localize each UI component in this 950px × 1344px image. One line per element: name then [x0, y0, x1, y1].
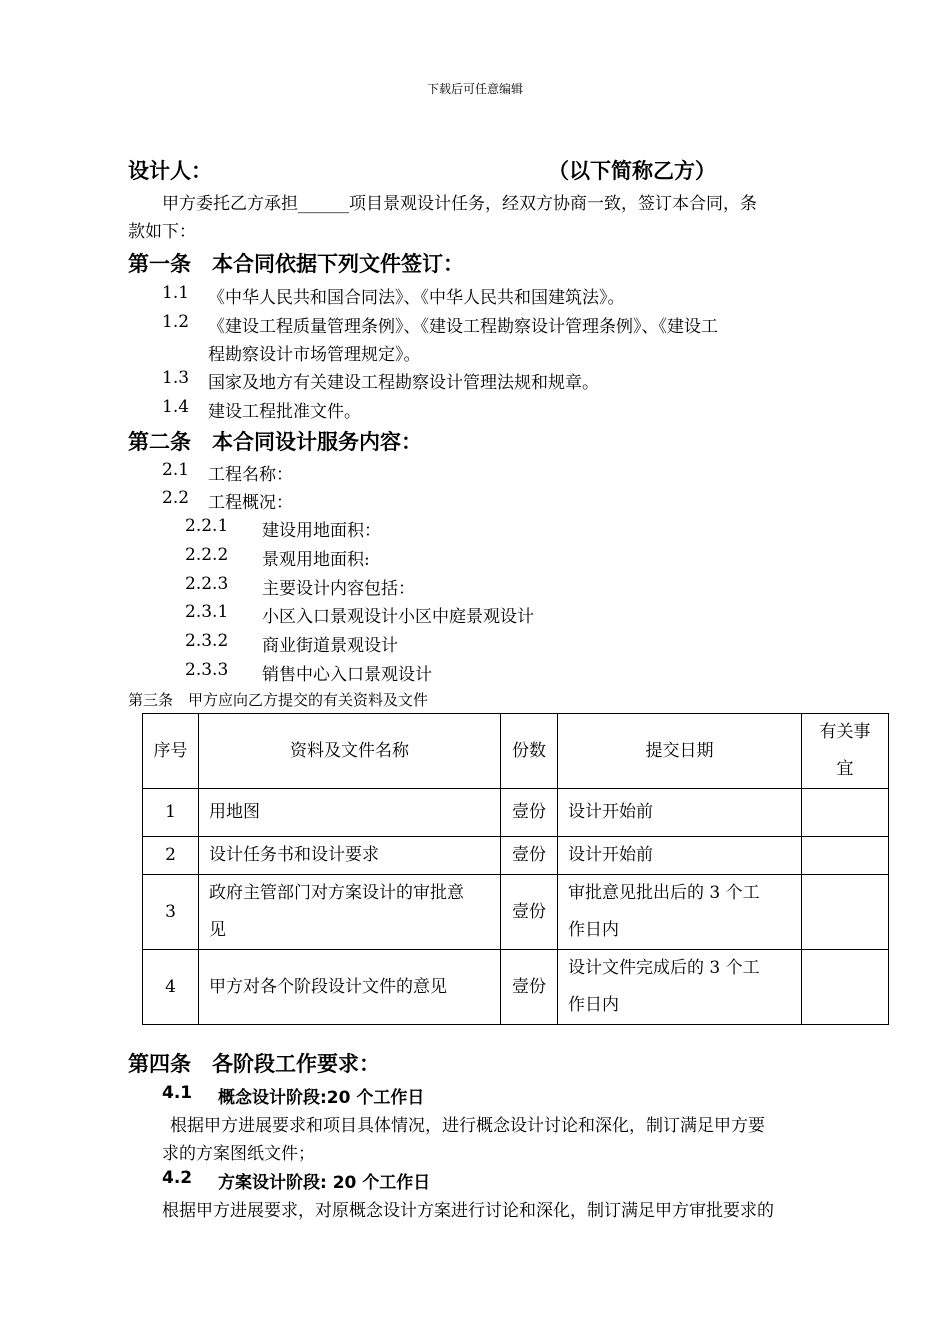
intro-line-1: 甲方委托乙方承担______项目景观设计任务，经双方协商一致，签订本合同，条 [162, 194, 757, 214]
designer-abbr: （以下简称乙方） [548, 159, 716, 183]
row-notes [802, 950, 889, 1025]
header-notes [802, 714, 889, 789]
row-date: 设计开始前 [558, 789, 802, 837]
row-date [558, 875, 802, 950]
clause-num: 2.1 [162, 460, 190, 480]
row-date [558, 950, 802, 1025]
row-notes [802, 789, 889, 837]
article-3-title: 第三条 甲方应向乙方提交的有关资料及文件 [128, 691, 429, 709]
section-num: 4.2 [162, 1168, 193, 1188]
clause-text-cont: 程勘察设计市场管理规定》。 [208, 345, 421, 365]
header-notes-line-1: 有关事 [819, 722, 871, 742]
clause-text: 工程概况： [208, 493, 293, 513]
article-2-title: 第二条 本合同设计服务内容： [128, 430, 422, 454]
row-name: 用地图 [199, 789, 501, 837]
row-notes [802, 837, 889, 875]
clause-text: 建设工程批准文件。 [208, 402, 361, 422]
header-copies: 份数 [501, 714, 558, 789]
article-1-title: 第一条 本合同依据下列文件签订： [128, 252, 464, 276]
documents-table [142, 713, 889, 1025]
row-date-line-1: 审批意见批出后的 3 个工 [568, 883, 760, 903]
row-no: 3 [143, 875, 199, 950]
row-notes [802, 875, 889, 950]
clause-num: 1.1 [162, 283, 190, 303]
paragraph-line-1: 根据甲方进展要求和项目具体情况，进行概念设计讨论和深化，制订满足甲方要 [170, 1116, 765, 1136]
table-row [143, 950, 889, 1025]
clause-num: 2.2 [162, 488, 190, 508]
row-copies: 壹份 [501, 837, 558, 875]
paragraph-line-2: 求的方案图纸文件； [162, 1144, 315, 1164]
designer-label: 设计人： [128, 159, 212, 183]
header-date: 提交日期 [558, 714, 802, 789]
row-no: 1 [143, 789, 199, 837]
row-name-line-1: 政府主管部门对方案设计的审批意 [209, 883, 464, 903]
article-4-title: 第四条 各阶段工作要求： [128, 1052, 380, 1076]
subclause-num: 2.2.1 [185, 516, 229, 536]
clause-num: 1.3 [162, 368, 190, 388]
clause-text: 工程名称： [208, 465, 293, 485]
clause-text: 《建设工程质量管理条例》、《建设工程勘察设计管理条例》、《建设工 [208, 317, 718, 337]
subclause-text: 建设用地面积： [262, 521, 381, 541]
row-no: 2 [143, 837, 199, 875]
section-title: 方案设计阶段: 20 个工作日 [218, 1173, 431, 1193]
row-name: 甲方对各个阶段设计文件的意见 [199, 950, 501, 1025]
table-header-row [143, 714, 889, 789]
row-date-line-2: 作日内 [568, 920, 619, 940]
subclause-text: 小区入口景观设计小区中庭景观设计 [262, 607, 534, 627]
row-date-line-1: 设计文件完成后的 3 个工 [568, 958, 760, 978]
subclause-text: 销售中心入口景观设计 [262, 665, 432, 685]
clause-num: 1.2 [162, 312, 190, 332]
row-date: 设计开始前 [558, 837, 802, 875]
clause-num: 1.4 [162, 397, 190, 417]
page-header-note: 下载后可任意编辑 [426, 82, 523, 96]
table-row [143, 789, 889, 837]
subclause-num: 2.3.2 [185, 631, 229, 651]
subclause-num: 2.2.2 [185, 545, 229, 565]
row-name [199, 875, 501, 950]
row-no: 4 [143, 950, 199, 1025]
header-no: 序号 [143, 714, 199, 789]
header-notes-line-2: 宜 [836, 759, 854, 779]
subclause-text: 景观用地面积: [262, 550, 370, 570]
clause-text: 《中华人民共和国合同法》、《中华人民共和国建筑法》。 [208, 288, 625, 308]
row-copies: 壹份 [501, 875, 558, 950]
intro-line-2: 款如下： [128, 222, 196, 242]
row-copies: 壹份 [501, 789, 558, 837]
subclause-num: 2.2.3 [185, 574, 229, 594]
section-title: 概念设计阶段:20 个工作日 [218, 1088, 425, 1108]
subclause-num: 2.3.3 [185, 660, 229, 680]
table-row [143, 875, 889, 950]
row-copies: 壹份 [501, 950, 558, 1025]
row-name: 设计任务书和设计要求 [199, 837, 501, 875]
paragraph-line-1: 根据甲方进展要求，对原概念设计方案进行讨论和深化，制订满足甲方审批要求的 [162, 1201, 774, 1221]
row-name-line-2: 见 [209, 920, 226, 940]
row-date-line-2: 作日内 [568, 995, 619, 1015]
subclause-num: 2.3.1 [185, 602, 229, 622]
subclause-text: 商业街道景观设计 [262, 636, 398, 656]
subclause-text: 主要设计内容包括： [262, 579, 415, 599]
clause-text: 国家及地方有关建设工程勘察设计管理法规和规章。 [208, 373, 599, 393]
header-name: 资料及文件名称 [199, 714, 501, 789]
section-num: 4.1 [162, 1083, 193, 1103]
table-row [143, 837, 889, 875]
